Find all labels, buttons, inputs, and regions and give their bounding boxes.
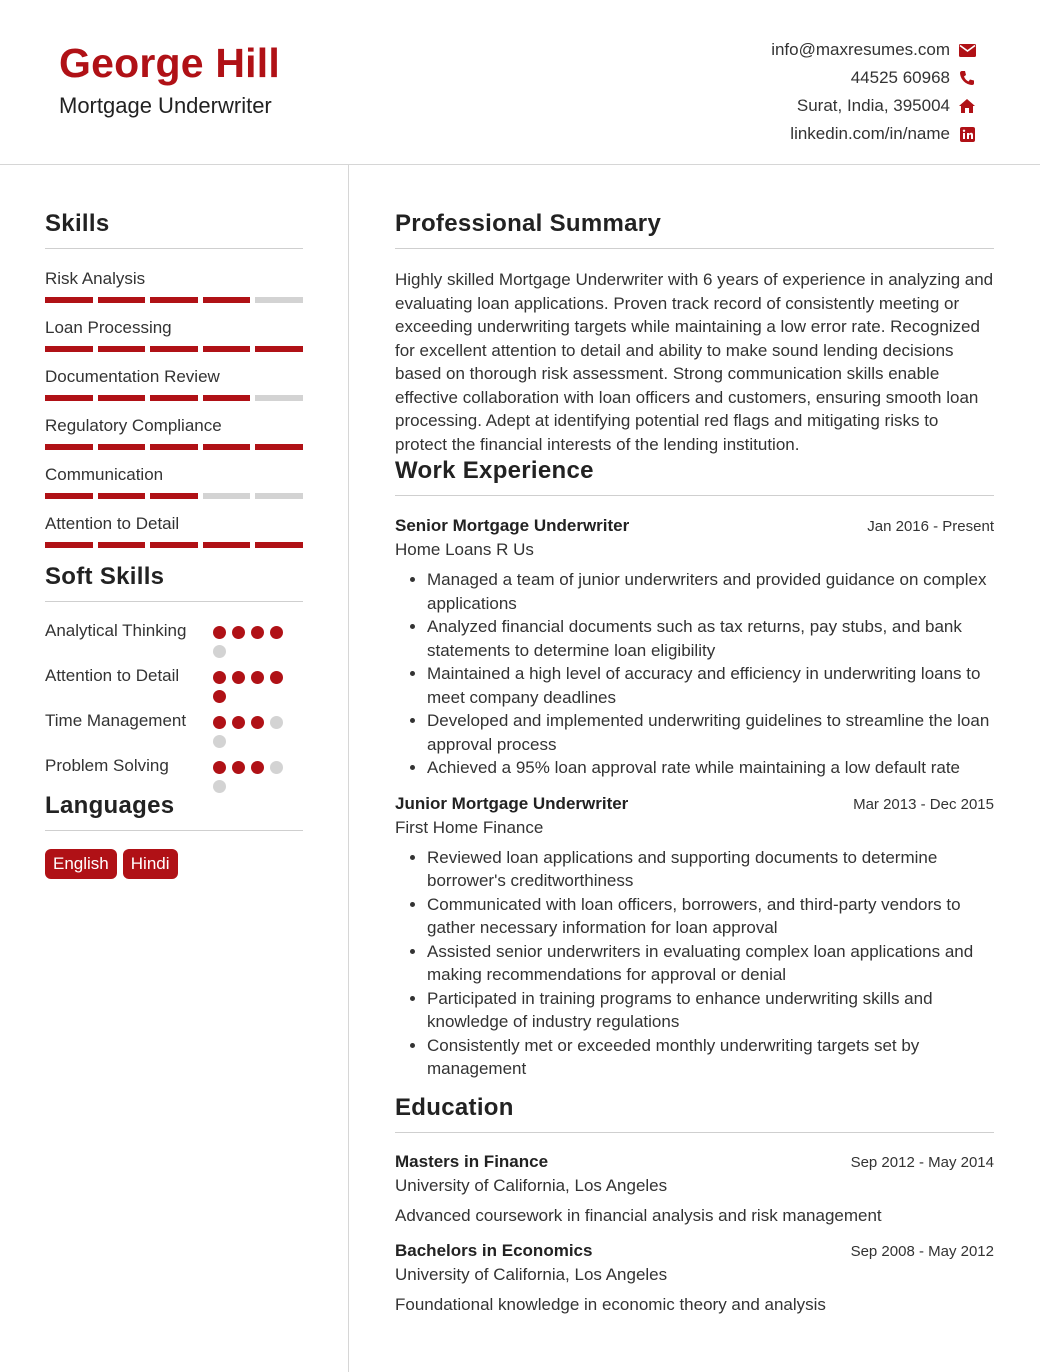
summary-text: Highly skilled Mortgage Underwriter with 6 years of experience in analyzing and evaluating loan applications. Proven track record of consistently meeting or exceeding underwriting targets while maintaining a low error rate. Recognized for excellent attention to detail and ability to make sound lending decisions based on thorough risk assessment. Strong communication skills enable effective collaboration with loan officers and customers, ensuring smooth loan processing. Adept at identifying potential red flags and mitigating risks to protect the financial interests of the lending institution. (395, 270, 994, 454)
skill-name: Attention to Detail (45, 514, 180, 533)
job-bullet: • Assisted senior underwriters in evaluating complex loan applications and making recommendations for approval or denial (427, 940, 994, 987)
envelope-icon (958, 41, 976, 59)
candidate-title: Mortgage Underwriter (59, 93, 272, 118)
linkedin-icon (958, 125, 976, 143)
job-bullets (395, 846, 994, 1081)
rating-dot (270, 761, 283, 774)
job-dates: Mar 2013 - Dec 2015 (853, 795, 994, 813)
soft-skill-name: Time Management (45, 711, 187, 730)
languages-list (45, 849, 303, 879)
soft-skill-name: Problem Solving (45, 756, 169, 775)
rating-dot (270, 626, 283, 639)
skill-level-segment (98, 542, 146, 548)
skill-level-bar (45, 346, 303, 352)
soft-skill-item (45, 619, 303, 658)
soft-skill-item (45, 709, 303, 748)
skill-level-segment (150, 493, 198, 499)
left-column (45, 165, 303, 879)
job-bullets (395, 568, 994, 780)
skills-list (45, 268, 303, 548)
education-dates: Sep 2008 - May 2012 (850, 1243, 994, 1260)
contact-email[interactable] (771, 36, 976, 64)
skill-level-segment (150, 346, 198, 352)
skill-level-bar (45, 444, 303, 450)
skill-level-segment (98, 444, 146, 450)
education-list (395, 1150, 994, 1317)
job-bullet: • Communicated with loan officers, borrowers, and third-party vendors to gather necessary information for loan approval (427, 893, 994, 940)
contact-phone-text: 44525 60968 (850, 68, 950, 87)
skill-level-segment (150, 297, 198, 303)
skill-item (45, 317, 303, 352)
skill-level-segment (150, 444, 198, 450)
soft-skill-item (45, 664, 303, 703)
contact-linkedin[interactable] (771, 120, 976, 148)
skill-level-bar (45, 493, 303, 499)
rating-dot (251, 761, 264, 774)
skill-level-bar (45, 395, 303, 401)
language-tag: English (45, 849, 117, 879)
education-entry (395, 1239, 994, 1317)
home-icon (958, 97, 976, 115)
skill-level-segment (98, 346, 146, 352)
job-header (395, 514, 994, 538)
skill-level-segment (255, 493, 303, 499)
soft-skill-rating (213, 619, 288, 658)
education-dates: Sep 2012 - May 2014 (850, 1153, 994, 1171)
summary-heading: Professional Summary (395, 209, 994, 249)
skill-level-bar (45, 297, 303, 303)
job-entry (395, 514, 994, 780)
skill-level-segment (203, 444, 251, 450)
contact-email-text: info@maxresumes.com (771, 40, 950, 59)
education-header (395, 1150, 994, 1174)
skill-name: Loan Processing (45, 318, 172, 337)
rating-dot (270, 716, 283, 729)
skill-level-segment (255, 395, 303, 401)
soft-skill-rating (213, 754, 288, 793)
rating-dot (251, 716, 264, 729)
skill-item (45, 415, 303, 450)
skill-name: Risk Analysis (45, 269, 146, 288)
skill-level-segment (45, 444, 93, 450)
skill-level-segment (45, 346, 93, 352)
job-dates: Jan 2016 - Present (867, 518, 994, 535)
job-bullet: • Managed a team of junior underwriters and provided guidance on complex applications (427, 568, 994, 615)
rating-dot (213, 716, 226, 729)
soft-skill-rating (213, 664, 288, 703)
rating-dot (213, 735, 226, 748)
skill-level-segment (45, 493, 93, 499)
languages-heading: Languages (45, 791, 303, 831)
school-name: University of California, Los Angeles (395, 1175, 668, 1195)
soft-skill-name: Attention to Detail (45, 666, 180, 685)
skill-item (45, 268, 303, 303)
skill-level-bar (45, 542, 303, 548)
skill-level-segment (45, 297, 93, 303)
language-tag: Hindi (123, 849, 178, 879)
skill-level-segment (150, 542, 198, 548)
rating-dot (270, 671, 283, 684)
job-bullet: • Maintained a high level of accuracy and efficiency in underwriting loans to meet company deadlines (427, 662, 994, 709)
rating-dot (232, 716, 245, 729)
soft-skill-name: Analytical Thinking (45, 621, 187, 640)
skills-heading: Skills (45, 209, 303, 249)
soft-skill-item (45, 754, 303, 793)
job-bullet: • Reviewed loan applications and supporting documents to determine borrower's creditworthiness (427, 846, 994, 893)
skill-item (45, 513, 303, 548)
rating-dot (251, 671, 264, 684)
education-entry (395, 1150, 994, 1228)
phone-icon (958, 69, 976, 87)
skill-name: Communication (45, 465, 164, 484)
job-bullet: • Analyzed financial documents such as tax returns, pay stubs, and bank statements to determine loan eligibility (427, 615, 994, 662)
contact-address-text: Surat, India, 395004 (796, 96, 950, 115)
skill-level-segment (255, 444, 303, 450)
contact-block (771, 36, 976, 148)
company-name: First Home Finance (395, 817, 544, 837)
skill-level-segment (203, 297, 251, 303)
skill-item (45, 366, 303, 401)
skill-item (45, 464, 303, 499)
job-header (395, 792, 994, 816)
skill-level-segment (150, 395, 198, 401)
job-bullet: • Consistently met or exceeded monthly underwriting targets set by management (427, 1034, 994, 1081)
skill-level-segment (255, 297, 303, 303)
education-description: Foundational knowledge in economic theory and analysis (395, 1295, 826, 1314)
degree: Masters in Finance (395, 1151, 549, 1171)
experience-list (395, 514, 994, 1081)
skill-level-segment (45, 395, 93, 401)
soft-skills-heading: Soft Skills (45, 562, 303, 602)
skill-level-segment (203, 542, 251, 548)
skill-level-segment (45, 542, 93, 548)
job-title: Senior Mortgage Underwriter (395, 516, 630, 535)
column-divider (348, 165, 349, 1372)
rating-dot (232, 761, 245, 774)
skill-level-segment (98, 493, 146, 499)
education-heading: Education (395, 1093, 994, 1133)
education-description: Advanced coursework in financial analysis and risk management (395, 1205, 882, 1225)
skill-level-segment (98, 297, 146, 303)
skill-level-segment (203, 395, 251, 401)
rating-dot (213, 645, 226, 658)
rating-dot (213, 626, 226, 639)
company-name: Home Loans R Us (395, 540, 534, 559)
rating-dot (213, 761, 226, 774)
right-column (395, 165, 994, 1329)
rating-dot (232, 626, 245, 639)
experience-heading: Work Experience (395, 456, 994, 496)
contact-linkedin-text: linkedin.com/in/name (790, 124, 950, 143)
job-bullet: • Developed and implemented underwriting guidelines to streamline the loan approval process (427, 709, 994, 756)
skill-name: Documentation Review (45, 367, 220, 386)
skill-name: Regulatory Compliance (45, 416, 222, 435)
contact-address (771, 92, 976, 120)
rating-dot (251, 626, 264, 639)
degree: Bachelors in Economics (395, 1241, 593, 1260)
resume-header (0, 0, 1040, 165)
skill-level-segment (203, 346, 251, 352)
rating-dot (213, 780, 226, 793)
rating-dot (213, 690, 226, 703)
candidate-name: George Hill (59, 40, 280, 86)
rating-dot (232, 671, 245, 684)
soft-skill-rating (213, 709, 288, 748)
soft-skills-list (45, 619, 303, 793)
skill-level-segment (255, 346, 303, 352)
job-bullet: • Achieved a 95% loan approval rate while maintaining a low default rate (427, 756, 994, 780)
job-bullet: • Participated in training programs to enhance underwriting skills and knowledge of industry regulations (427, 987, 994, 1034)
job-title: Junior Mortgage Underwriter (395, 793, 629, 813)
skill-level-segment (203, 493, 251, 499)
school-name: University of California, Los Angeles (395, 1265, 668, 1284)
rating-dot (213, 671, 226, 684)
skill-level-segment (98, 395, 146, 401)
education-header (395, 1239, 994, 1263)
skill-level-segment (255, 542, 303, 548)
contact-phone[interactable] (771, 64, 976, 92)
job-entry (395, 792, 994, 1081)
